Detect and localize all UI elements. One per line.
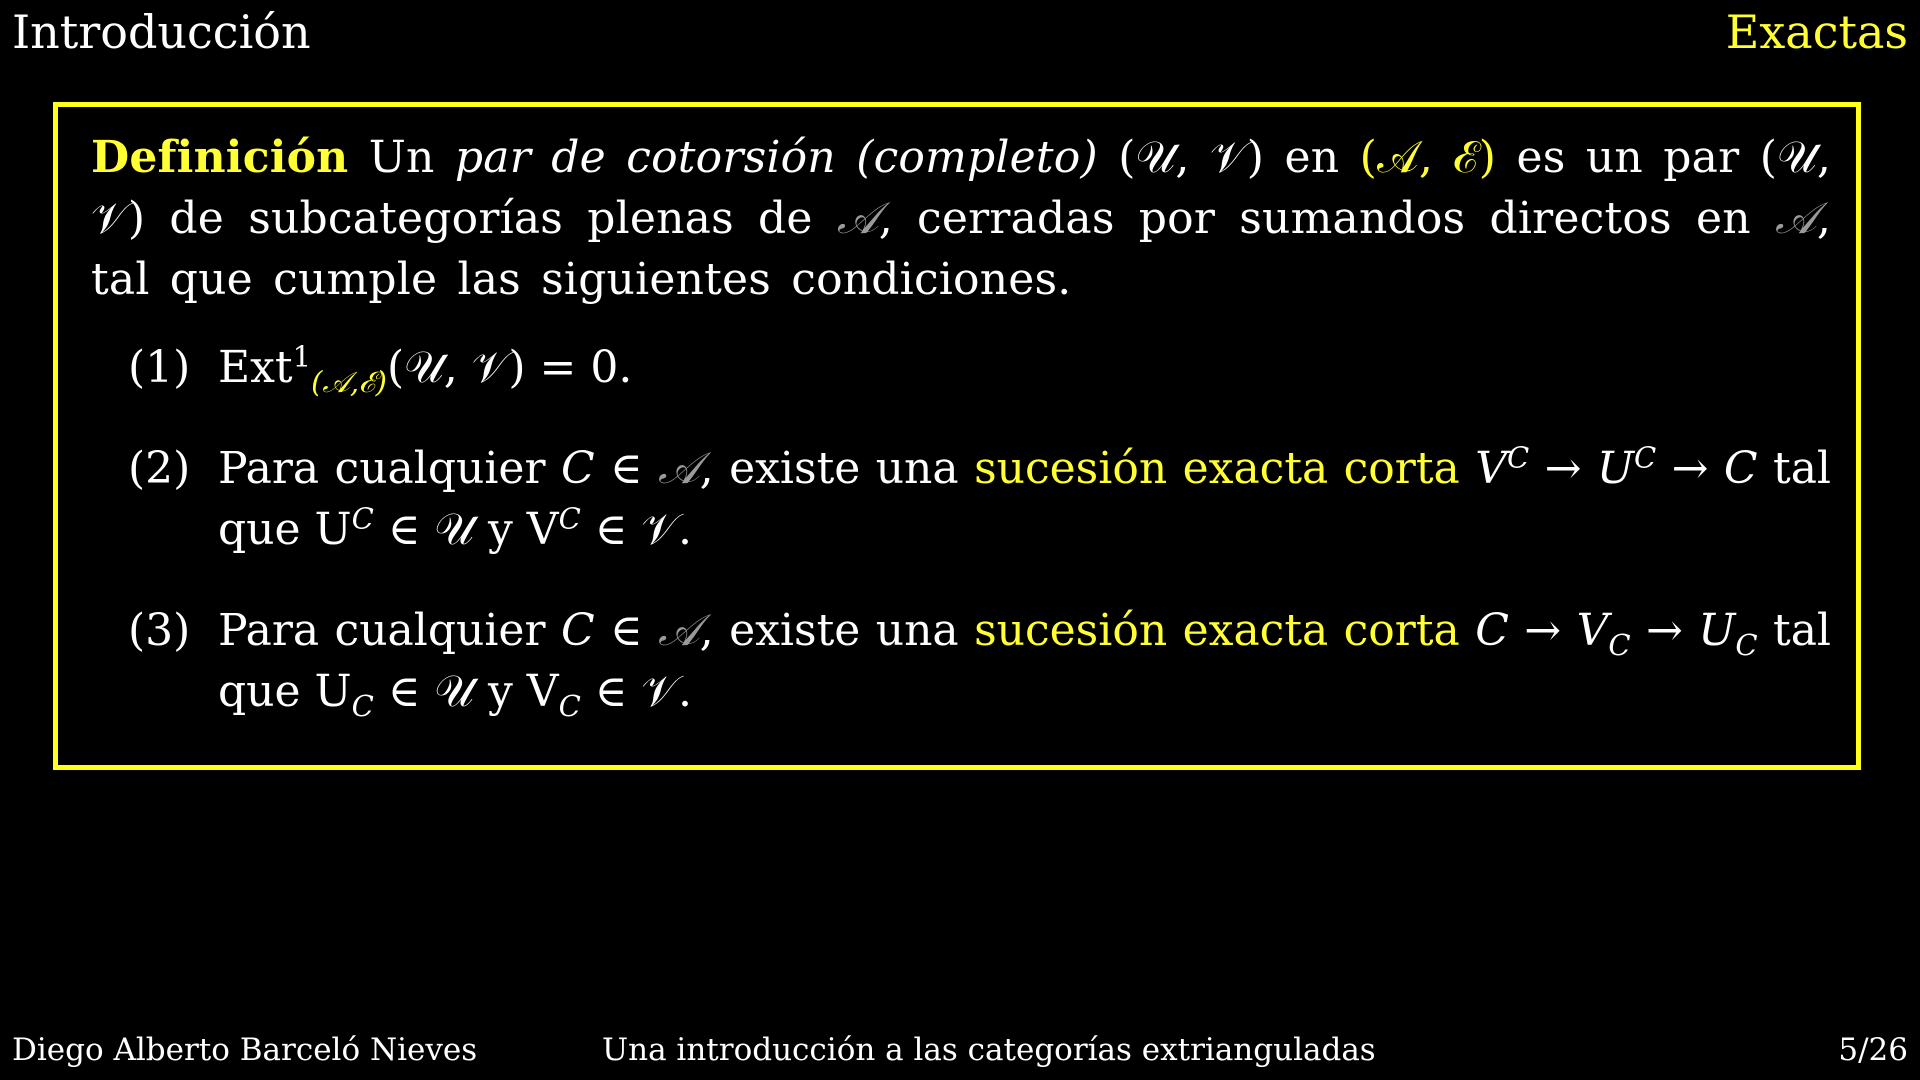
math-sup: C <box>1633 440 1657 475</box>
math-expr: C ∈ <box>560 605 659 656</box>
math-expr: → U <box>1630 605 1736 656</box>
highlight-term: sucesión exacta corta <box>974 443 1460 494</box>
math-expr: tal que U <box>218 605 1832 717</box>
page-number: 5/26 <box>1838 1032 1908 1068</box>
condition-body <box>218 337 1831 398</box>
definition-title: Definición <box>91 132 349 183</box>
condition-number: (1) <box>128 342 191 393</box>
math-expr: tal que U <box>218 443 1832 555</box>
definition-text: de subcategorías plenas de <box>169 193 813 244</box>
math-expr: V <box>1475 443 1507 494</box>
condition-item <box>128 600 1831 722</box>
definition-box <box>53 102 1861 770</box>
ext-operator: Ext <box>218 342 293 393</box>
math-expr: C ∈ <box>560 443 659 494</box>
pair-symbol: (𝒰, 𝒱) <box>91 132 1832 244</box>
section-title: Introducción <box>12 5 311 59</box>
definition-text: Un <box>368 132 435 183</box>
condition-text: , existe una <box>699 443 959 494</box>
definition-text: es un par <box>1516 132 1740 183</box>
highlight-term: sucesión exacta corta <box>974 605 1460 656</box>
definition-text: en <box>1284 132 1340 183</box>
math-expr: → C <box>1656 443 1758 494</box>
definition-text: , tal que cumple las siguientes condiciones. <box>91 193 1831 305</box>
condition-number: (2) <box>128 443 191 494</box>
condition-item <box>128 337 1831 398</box>
condition-text: Para cualquier <box>218 443 546 494</box>
definition-text: , cerradas por sumandos directos en <box>878 193 1751 244</box>
definition-term: par de cotorsión (completo) <box>454 132 1098 183</box>
condition-text: Para cualquier <box>218 605 546 656</box>
condition-body <box>218 438 1831 560</box>
pair-symbol: (𝒰, 𝒱) <box>1118 132 1265 183</box>
ext-subscript: (𝒜,ℰ) <box>311 364 387 399</box>
math-expr: ∈ 𝒰 y V <box>373 666 559 717</box>
category-a: 𝒜 <box>658 443 700 494</box>
ext-degree: 1 <box>292 339 312 374</box>
category-a: 𝒜 <box>836 193 879 244</box>
condition-item <box>128 438 1831 560</box>
category-a: 𝒜 <box>1774 193 1817 244</box>
math-sub: C <box>1608 627 1631 662</box>
math-sub: C <box>1735 627 1758 662</box>
subsection-title: Exactas <box>1725 5 1908 59</box>
math-expr: C → V <box>1475 605 1609 656</box>
math-expr: → U <box>1529 443 1634 494</box>
math-sup: C <box>1506 440 1530 475</box>
ambient-category: (𝒜, ℰ) <box>1359 132 1497 183</box>
definition-paragraph <box>91 127 1831 310</box>
math-sup: C <box>351 501 374 536</box>
condition-text: , existe una <box>699 605 959 656</box>
condition-number: (3) <box>128 605 191 656</box>
math-expr: ∈ 𝒰 y V <box>373 504 559 555</box>
math-sub: C <box>351 688 374 723</box>
footer-title: Una introducción a las categorías extrianguladas <box>602 1032 1376 1068</box>
condition-body <box>218 600 1831 722</box>
math-sub: C <box>558 688 581 723</box>
category-a: 𝒜 <box>658 605 700 656</box>
math-expr: ∈ 𝒱. <box>580 666 692 717</box>
condition-text: (𝒰, 𝒱) = 0. <box>386 342 633 393</box>
math-expr: ∈ 𝒱. <box>580 504 692 555</box>
conditions-list <box>128 337 1831 762</box>
footer-author: Diego Alberto Barceló Nieves <box>12 1032 478 1068</box>
math-sup: C <box>558 501 581 536</box>
